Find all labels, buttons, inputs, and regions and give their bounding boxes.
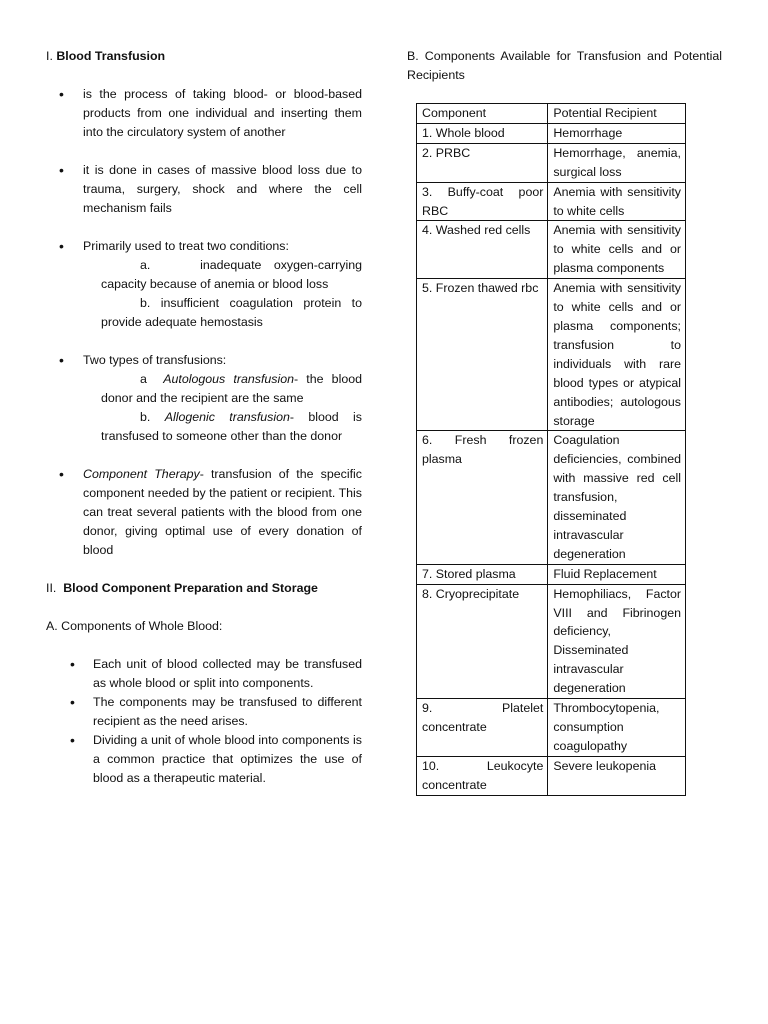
bullet-conditions (46, 237, 362, 332)
section-2-numeral: II. (46, 581, 57, 595)
type-allogenic (83, 408, 362, 446)
component-cell: 10. Leukocyte concentrate (417, 756, 548, 795)
table-header-row (417, 104, 686, 124)
section-1-bullets (46, 85, 362, 560)
component-cell: 2. PRBC (417, 143, 548, 182)
table-row (417, 123, 686, 143)
components-table (416, 103, 686, 796)
component-cell: 6. Fresh frozen plasma (417, 431, 548, 564)
table-row (417, 756, 686, 795)
section-2-heading (46, 579, 362, 598)
component-cell: 4. Washed red cells (417, 221, 548, 279)
type-b-term: Allogenic transfusion (164, 410, 290, 424)
table-row (417, 221, 686, 279)
component-cell: 3. Buffy-coat poor RBC (417, 182, 548, 221)
section-b-heading: B. Components Available for Transfusion and Potential Recipients (407, 49, 722, 82)
table-row (417, 584, 686, 698)
section-1-title: Blood Transfusion (56, 49, 166, 63)
recipient-cell: Anemia with sensitivity to white cells and or plasma components (548, 221, 686, 279)
bullet-definition: • is the process of taking blood- or blood-based products from one individual and inserting them into the circulatory system of another (46, 85, 362, 142)
table-row (417, 564, 686, 584)
component-cell: 8. Cryoprecipitate (417, 584, 548, 698)
component-cell: 7. Stored plasma (417, 564, 548, 584)
type-autologous (83, 370, 362, 408)
conditions-intro: • Primarily used to treat two conditions: (83, 239, 289, 253)
list-item: • The components may be transfused to different recipient as the need arises. (46, 693, 362, 731)
header-component: Component (417, 104, 548, 124)
section-1-heading (46, 47, 362, 66)
recipient-cell: Hemorrhage (548, 123, 686, 143)
header-potential-recipient: Potential Recipient (548, 104, 686, 124)
type-a-term: Autologous transfusion (163, 372, 295, 386)
list-item: • Each unit of blood collected may be transfused as whole blood or split into components. (46, 655, 362, 693)
recipient-cell: Fluid Replacement (548, 564, 686, 584)
recipient-cell: Anemia with sensitivity to white cells and or plasma components; transfusion to individuals with rare blood types or atypical antibodies; autologous storage (548, 279, 686, 431)
recipient-cell: Coagulation deficiencies, combined with massive red cell transfusion, disseminated intravascular degeneration (548, 431, 686, 564)
section-2-title: Blood Component Preparation and Storage (63, 581, 318, 595)
table-row (417, 143, 686, 182)
section-1-numeral: I. (46, 49, 53, 63)
recipient-cell: Hemophiliacs, Factor VIII and Fibrinogen deficiency, Disseminated intravascular degeneration (548, 584, 686, 698)
left-column (46, 47, 362, 788)
right-column (407, 47, 722, 85)
component-cell: 9. Platelet concentrate (417, 699, 548, 757)
recipient-cell: Severe leukopenia (548, 756, 686, 795)
bullet-usage: • it is done in cases of massive blood loss due to trauma, surgery, shock and where the cell mechanism fails (46, 161, 362, 218)
component-cell: 1. Whole blood (417, 123, 548, 143)
type-a-prefix: a (140, 372, 147, 386)
types-intro: • Two types of transfusions: (83, 353, 227, 367)
condition-a: a. inadequate oxygen-carrying capacity because of anemia or blood loss (101, 258, 362, 291)
table-row (417, 699, 686, 757)
section-2-bullets (46, 655, 362, 788)
subsection-a-heading: A. Components of Whole Blood: (46, 619, 223, 633)
type-b-text: - blood is transfused to someone other than the donor (101, 410, 362, 443)
component-therapy-text: - transfusion of the specific component needed by the patient or recipient. This can treat several patients with the blood from one donor, giving optimal use of every donation of blood (83, 467, 362, 557)
list-item: • Dividing a unit of whole blood into components is a common practice that optimizes the use of blood as a therapeutic material. (46, 731, 362, 788)
table-row (417, 182, 686, 221)
type-a-text: - the blood donor and the recipient are the same (101, 372, 362, 405)
type-b-prefix: b. (140, 410, 151, 424)
table-row (417, 431, 686, 564)
component-cell: 5. Frozen thawed rbc (417, 279, 548, 431)
recipient-cell: Thrombocytopenia, consumption coagulopathy (548, 699, 686, 757)
bullet-transfusion-types (46, 351, 362, 446)
component-therapy-term: Component Therapy (83, 467, 200, 481)
recipient-cell: Hemorrhage, anemia, surgical loss (548, 143, 686, 182)
table-row (417, 279, 686, 431)
condition-b: b. insufficient coagulation protein to provide adequate hemostasis (101, 296, 362, 329)
bullet-component-therapy (46, 465, 362, 560)
recipient-cell: Anemia with sensitivity to white cells (548, 182, 686, 221)
